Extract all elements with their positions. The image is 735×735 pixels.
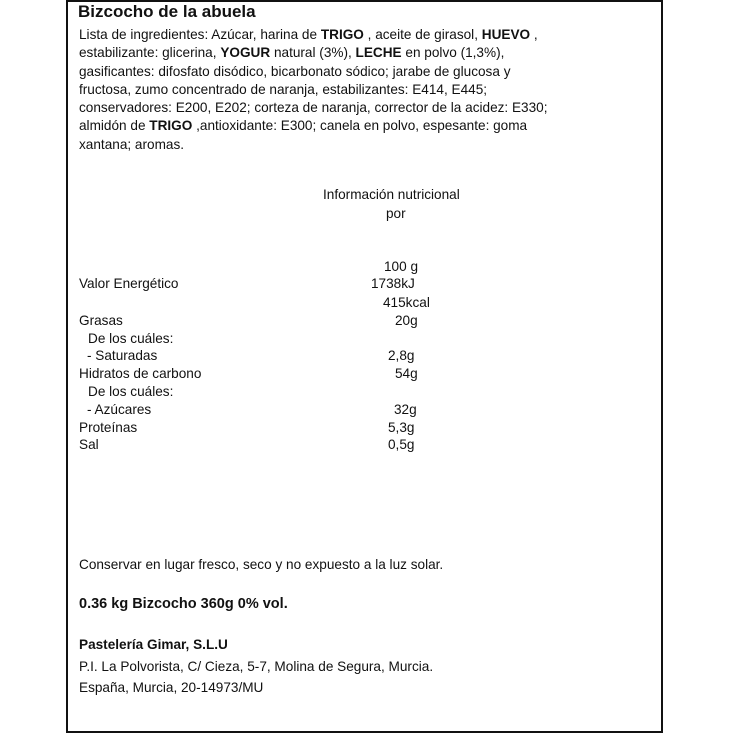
ingredients-text: Lista de ingredientes: Azúcar, harina de <box>79 27 321 42</box>
sugars-value: 32g <box>394 402 417 417</box>
of-which-label: De los cuáles: <box>88 331 174 346</box>
energy-kj: 1738kJ <box>371 276 415 291</box>
ingredients-line <box>79 26 619 44</box>
protein-value: 5,3g <box>388 420 415 435</box>
per-amount: 100 g <box>384 259 419 274</box>
manufacturer-country: España, Murcia, 20-14973/MU <box>79 680 264 695</box>
ingredients-line <box>79 81 619 99</box>
saturated-value: 2,8g <box>388 348 415 363</box>
protein-label: Proteínas <box>79 420 138 435</box>
ingredients-line <box>79 136 619 154</box>
ingredients-text: natural (3%), <box>270 45 356 61</box>
net-quantity: 0.36 kg Bizcocho 360g 0% vol. <box>79 596 288 612</box>
ingredients-text: xantana; aromas. <box>79 136 185 152</box>
energy-kcal: 415kcal <box>383 295 430 310</box>
salt-label: Sal <box>79 437 99 452</box>
ingredients-text: almidón de <box>79 118 150 134</box>
allergen-text: YOGUR <box>220 45 271 61</box>
allergen-text: TRIGO <box>320 27 364 42</box>
ingredients-line <box>79 117 619 135</box>
ingredients-text: fructosa, zumo concentrado de naranja, estabilizantes: E414, E445; <box>79 81 488 97</box>
storage-instructions: Conservar en lugar fresco, seco y no expuesto a la luz solar. <box>79 557 444 572</box>
ingredients-text: conservadores: E200, E202; corteza de naranja, corrector de la acidez: E330; <box>79 100 548 116</box>
manufacturer-name: Pastelería Gimar, S.L.U <box>79 637 228 652</box>
nutrition-header-per: por <box>386 206 406 221</box>
allergen-text: HUEVO <box>481 27 531 42</box>
ingredients-text: gasificantes: difosfato disódico, bicarbonato sódico; jarabe de glucosa y <box>79 63 511 79</box>
ingredients-line <box>79 44 619 62</box>
salt-value: 0,5g <box>388 437 415 452</box>
carbs-label: Hidratos de carbono <box>79 366 202 381</box>
ingredients-text: ,antioxidante: E300; canela en polvo, espesante: goma <box>192 118 528 134</box>
ingredients-line <box>79 63 619 81</box>
energy-label: Valor Energético <box>79 276 179 291</box>
nutrition-header: Información nutricional <box>323 187 460 202</box>
fat-label: Grasas <box>79 313 123 328</box>
of-which-label: De los cuáles: <box>88 384 174 399</box>
manufacturer-address: P.I. La Polvorista, C/ Cieza, 5-7, Molina de Segura, Murcia. <box>79 659 434 674</box>
ingredients-line <box>79 99 619 117</box>
fat-value: 20g <box>395 313 418 328</box>
ingredients-text: , aceite de girasol, <box>363 27 482 42</box>
saturated-label: - Saturadas <box>87 348 158 363</box>
ingredients-list <box>79 26 619 154</box>
sugars-label: - Azúcares <box>87 402 152 417</box>
carbs-value: 54g <box>395 366 418 381</box>
ingredients-text: estabilizante: glicerina, <box>79 45 221 61</box>
allergen-text: LECHE <box>355 45 402 61</box>
ingredients-text: , <box>530 27 538 42</box>
product-title: Bizcocho de la abuela <box>78 2 256 21</box>
ingredients-text: en polvo (1,3%), <box>401 45 505 61</box>
allergen-text: TRIGO <box>149 118 193 134</box>
